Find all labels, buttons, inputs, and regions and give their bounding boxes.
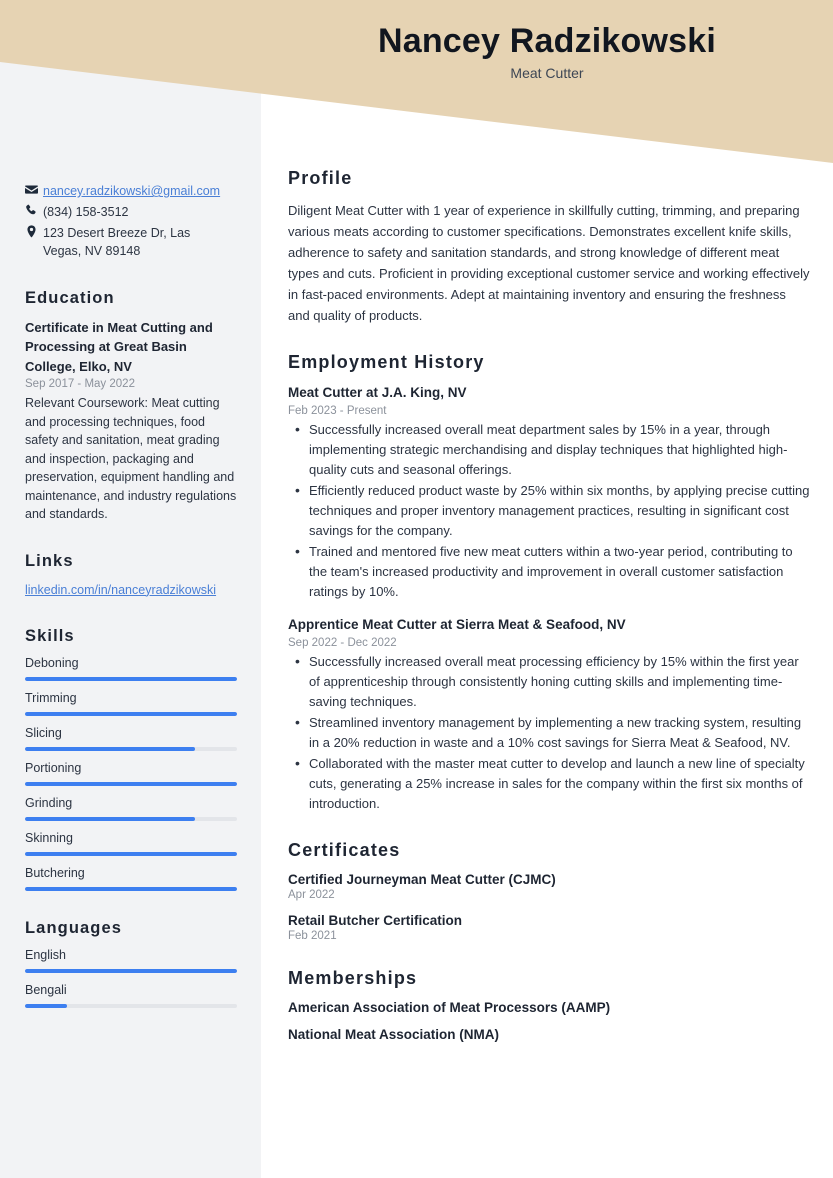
skill-bar-track <box>25 712 237 716</box>
language-item <box>25 948 237 973</box>
profile-section <box>288 168 811 326</box>
links-heading: Links <box>25 551 74 570</box>
link-linkedin[interactable]: linkedin.com/in/nanceyradzikowski <box>25 582 217 597</box>
skill-bar-track <box>25 782 237 786</box>
skill-bar-track <box>25 852 237 856</box>
job-bullet: • Successfully increased overall meat processing efficiency by 15% within the first year of apprenticeship through consistently honing cutting skills and implementing time-saving techniques. <box>288 652 811 712</box>
skill-bar-fill <box>25 747 195 751</box>
certificate-date: Feb 2021 <box>288 930 337 943</box>
job-entry-date: Sep 2022 - Dec 2022 <box>288 637 397 650</box>
phone-icon <box>25 203 43 217</box>
contact-email-value[interactable]: nancey.radzikowski@gmail.com <box>43 184 221 198</box>
memberships-list <box>288 1000 811 1042</box>
memberships-heading: Memberships <box>288 968 418 989</box>
language-bar-fill <box>25 1004 67 1008</box>
language-label: English <box>25 948 66 963</box>
languages-heading: Languages <box>25 919 123 938</box>
certificates-heading: Certificates <box>288 840 401 861</box>
language-label: Bengali <box>25 983 67 998</box>
membership-entry: American Association of Meat Processors (AAMP) <box>288 1000 611 1016</box>
skill-label: Slicing <box>25 726 62 741</box>
skill-bar-fill <box>25 712 237 716</box>
skill-label: Trimming <box>25 691 77 706</box>
skill-item <box>25 691 237 716</box>
profile-text: Diligent Meat Cutter with 1 year of experience in skillfully cutting, trimming, and preparing various meats according to customer specifications. Demonstrates excellent knife skills, adherence to safety and sanitation standards, and strong knowledge of different meat types and cuts. Proficient in providing exceptional customer service and working effectively in fast-paced environments. Adept at maintaining inventory and ensuring the freshness and quality of products. <box>288 203 810 324</box>
contact-email-row[interactable] <box>25 182 237 200</box>
skill-label: Butchering <box>25 866 85 881</box>
skill-bar-track <box>25 887 237 891</box>
job-title-subtitle: Meat Cutter <box>510 65 584 82</box>
certificates-list <box>288 872 811 942</box>
skill-label: Deboning <box>25 656 79 671</box>
skill-bar-fill <box>25 782 237 786</box>
job-bullet: • Streamlined inventory management by implementing a new tracking system, resulting in a 20% reduction in waste and a 10% cost savings for Sierra Meat & Seafood, NV. <box>288 713 811 753</box>
profile-heading: Profile <box>288 168 353 188</box>
certificate-name: Retail Butcher Certification <box>288 913 463 929</box>
education-item-description: Relevant Coursework: Meat cutting and processing techniques, food safety and sanitation, meat grading and inspection, packaging and preservation, equipment handling and maintenance, and industry regulations and standards. <box>25 396 237 521</box>
skill-bar-fill <box>25 852 237 856</box>
skills-heading: Skills <box>25 627 75 646</box>
main-content <box>261 0 833 1068</box>
contact-address-row <box>25 224 237 260</box>
skill-item <box>25 726 237 751</box>
header-text-block <box>261 0 833 100</box>
job-bullet: • Trained and mentored five new meat cutters within a two-year period, contributing to the team's increased productivity and improvement in overall customer satisfaction ratings by 10%. <box>288 542 811 602</box>
certificates-section <box>288 840 811 942</box>
address-line-1: 123 Desert Breeze Dr, Las <box>43 226 191 241</box>
membership-entry: National Meat Association (NMA) <box>288 1027 500 1043</box>
skill-bar-track <box>25 677 237 681</box>
skill-item <box>25 796 237 821</box>
education-heading: Education <box>25 288 115 307</box>
memberships-section <box>288 968 811 1042</box>
skill-bar-fill <box>25 887 237 891</box>
skill-bar-track <box>25 817 237 821</box>
job-entry-bullets <box>288 652 811 814</box>
skill-bar-fill <box>25 677 237 681</box>
job-entry-date: Feb 2023 - Present <box>288 405 387 418</box>
jobs-list <box>288 384 811 814</box>
education-item-title: Certificate in Meat Cutting and Processing at Great Basin College, Elko, NV <box>25 319 213 374</box>
job-bullet: • Collaborated with the master meat cutter to develop and launch a new line of specialty cuts, generating a 25% increase in sales for the company within the first six months of introduction. <box>288 754 811 814</box>
job-entry-title: Apprentice Meat Cutter at Sierra Meat & Seafood, NV <box>288 617 626 633</box>
education-item-date: Sep 2017 - May 2022 <box>25 378 135 390</box>
job-bullet: • Efficiently reduced product waste by 25% within six months, by applying precise cutting techniques and proper inventory management practices, resulting in significant cost savings for the company. <box>288 481 811 541</box>
certificate-entry <box>288 913 811 942</box>
skill-label: Skinning <box>25 831 73 846</box>
job-entry <box>288 616 811 814</box>
languages-list <box>25 948 237 1008</box>
job-entry-bullets <box>288 420 811 602</box>
employment-heading: Employment History <box>288 352 485 373</box>
skill-item <box>25 656 237 681</box>
skill-bar-track <box>25 747 237 751</box>
language-bar-track <box>25 1004 237 1008</box>
job-bullet: • Successfully increased overall meat department sales by 15% in a year, through implementing strategic merchandising and display techniques that highlighted high-quality cuts and seasonal offerings. <box>288 420 811 480</box>
contact-address-value <box>43 224 237 260</box>
skill-label: Portioning <box>25 761 82 776</box>
employment-section <box>288 352 811 814</box>
education-item <box>25 318 237 524</box>
certificate-name: Certified Journeyman Meat Cutter (CJMC) <box>288 872 556 888</box>
skill-label: Grinding <box>25 796 73 811</box>
language-item <box>25 983 237 1008</box>
certificate-entry <box>288 872 811 901</box>
skill-item <box>25 761 237 786</box>
sidebar-content <box>0 0 261 1018</box>
page-title: Nancey Radzikowski <box>377 22 717 60</box>
language-bar-fill <box>25 969 237 973</box>
skill-bar-fill <box>25 817 195 821</box>
skills-list <box>25 656 237 891</box>
address-line-2: Vegas, NV 89148 <box>43 244 141 259</box>
certificate-date: Apr 2022 <box>288 889 335 902</box>
envelope-icon <box>25 182 43 196</box>
job-entry-title: Meat Cutter at J.A. King, NV <box>288 385 467 401</box>
job-entry <box>288 384 811 602</box>
skill-item <box>25 831 237 856</box>
contact-phone-row <box>25 203 237 221</box>
location-pin-icon <box>25 224 43 238</box>
language-bar-track <box>25 969 237 973</box>
skill-item <box>25 866 237 891</box>
contact-phone-value: (834) 158-3512 <box>43 205 129 220</box>
